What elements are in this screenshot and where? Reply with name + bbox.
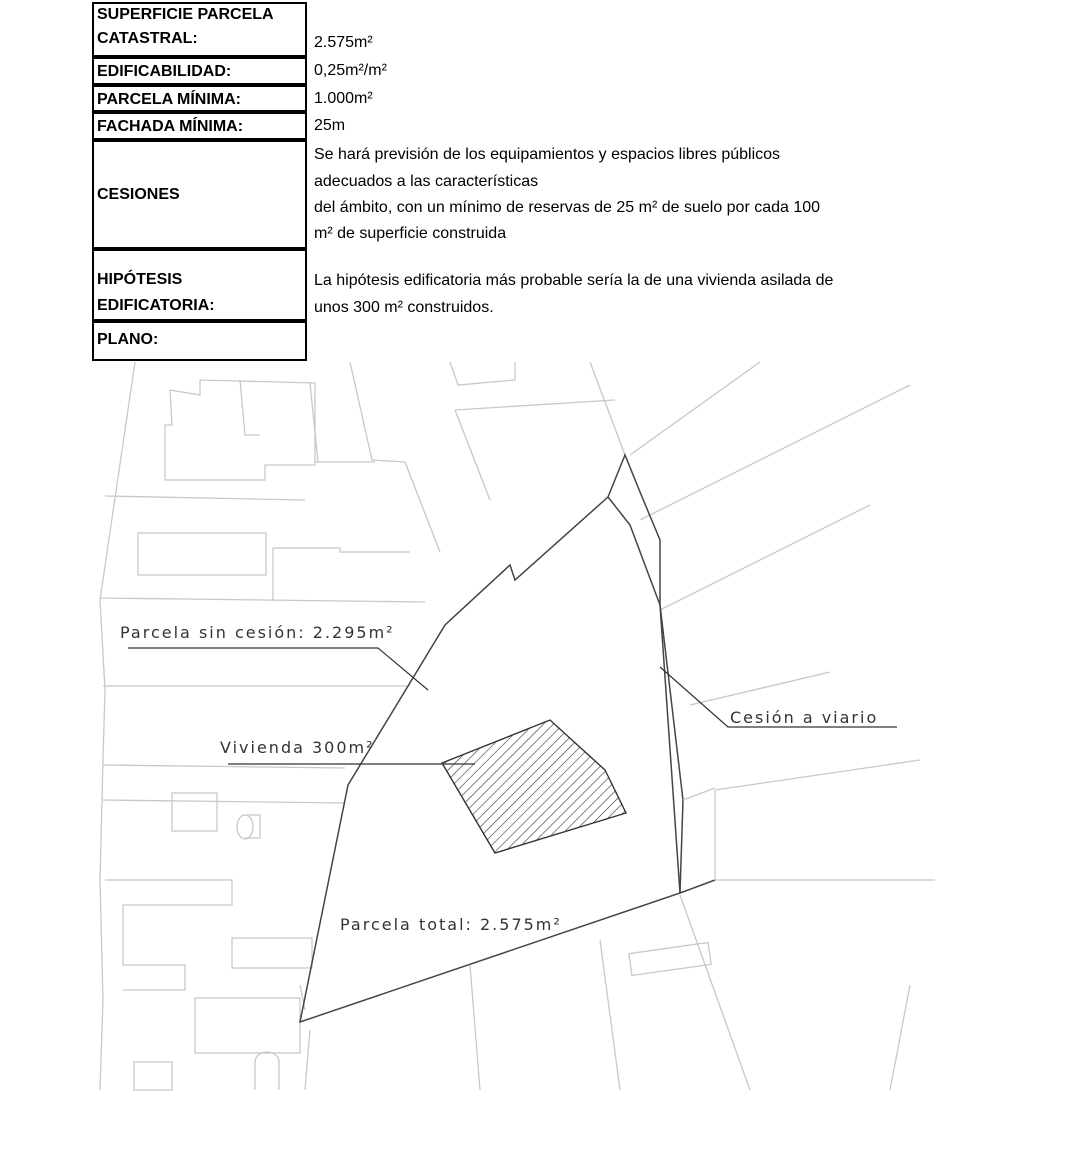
house-hatch [442,720,626,853]
label-hipotesis-line2: EDIFICATORIA: [97,297,215,314]
label-parcela-minima: PARCELA MÍNIMA: [92,85,307,112]
label-parcela-sin-cesion: Parcela sin cesión: 2.295m² [120,623,395,642]
road-cession-strip [608,455,683,893]
label-plano: PLANO: [92,321,307,361]
label-parcela-total: Parcela total: 2.575m² [340,915,562,934]
value-edificabilidad: 0,25m²/m² [314,62,387,79]
value-superficie: 2.575m² [314,34,373,51]
value-cesiones-line2: adecuados a las características [314,173,539,190]
value-cesiones-line3: del ámbito, con un mínimo de reservas de 25 m² de suelo por cada 100 [314,199,821,216]
value-hipotesis-line1: La hipótesis edificatoria más probable sería la de una vivienda asilada de [314,272,834,289]
value-cesiones-line4: m² de superficie construida [314,225,507,242]
value-fachada-minima: 25m [314,117,346,134]
label-edificabilidad: EDIFICABILIDAD: [92,57,307,85]
value-cesiones-line1: Se hará previsión de los equipamientos y espacios libres públicos [314,146,781,163]
label-superficie-line2: CATASTRAL: [97,30,198,47]
label-fachada-minima: FACHADA MÍNIMA: [92,112,307,140]
value-hipotesis-line2: unos 300 m² construidos. [314,299,494,316]
value-parcela-minima: 1.000m² [314,90,373,107]
label-cesion-viario: Cesión a viario [730,708,879,727]
label-superficie-line1: SUPERFICIE PARCELA [97,6,274,23]
label-cesiones-text: CESIONES [97,186,180,203]
label-hipotesis-line1: HIPÓTESIS [97,271,183,288]
label-vivienda: Vivienda 300m² [220,738,375,757]
